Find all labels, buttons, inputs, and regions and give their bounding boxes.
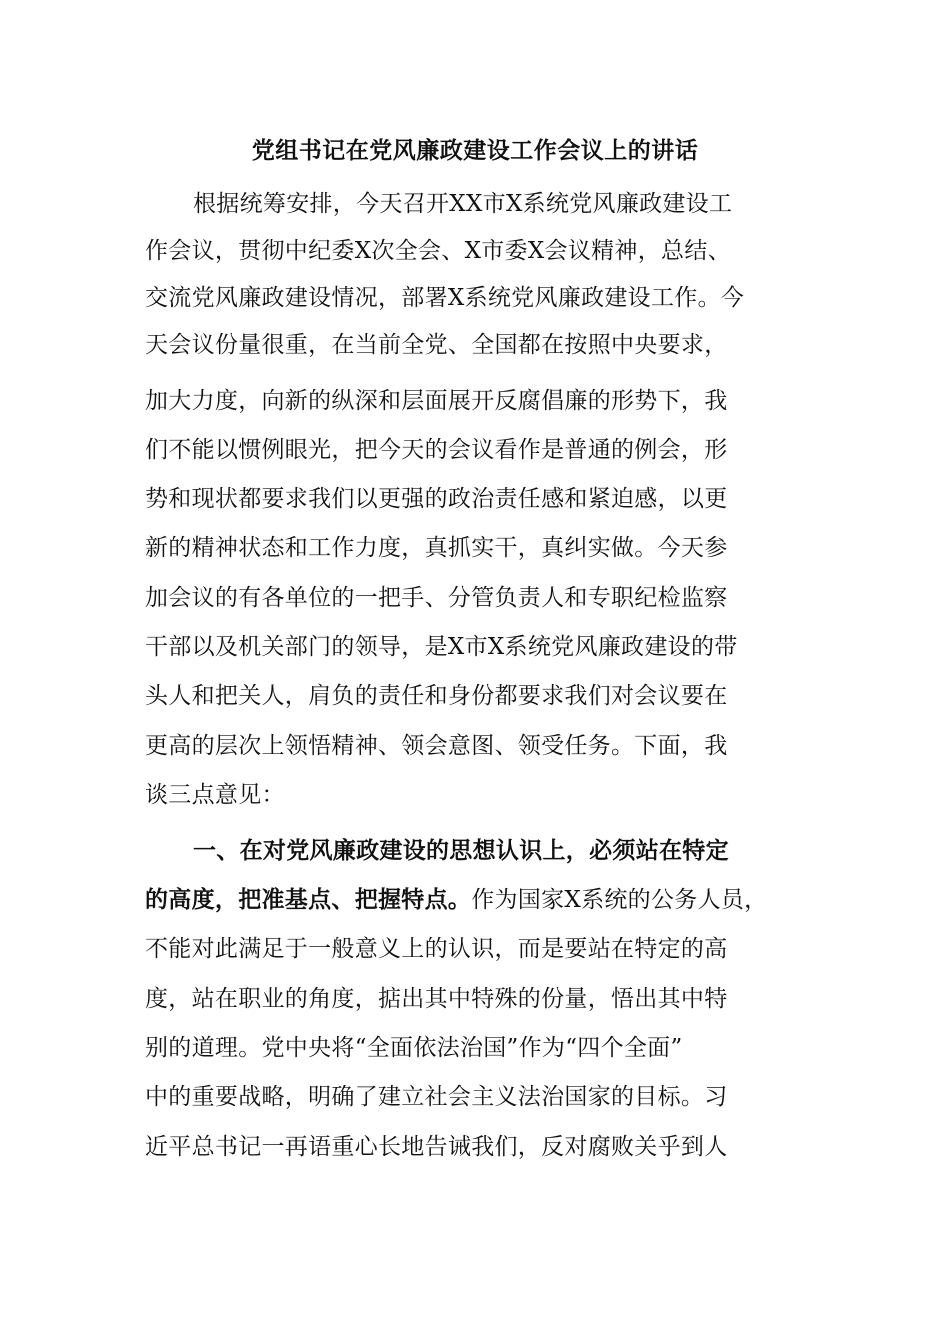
paragraph-line: 更高的层次上领悟精神、领会意图、领受任务。下面，我 [145,733,728,759]
paragraph-line: 干部以及机关部门的领导，是X市X系统党风廉政建设的带 [145,634,738,660]
paragraph-line: 谈三点意见： [145,782,285,808]
section-heading-line [145,880,767,920]
paragraph-line: 加大力度，向新的纵深和层面展开反腐倡廉的形势下，我 [145,388,728,414]
paragraph-line: 新的精神状态和工作力度，真抓实干，真纠实做。今天参 [145,535,728,561]
paragraph-line: 根据统筹安排，今天召开XX市X系统党风廉政建设工 [193,191,733,217]
paragraph-line: 不能对此满足于一般意义上的认识，而是要站在特定的高 [145,936,728,962]
paragraph-line: 们不能以惯例眼光，把今天的会议看作是普通的例会，形 [145,437,728,463]
paragraph-line: 近平总书记一再语重心长地告诫我们，反对腐败关乎到人 [145,1134,728,1160]
paragraph-line: 头人和把关人，肩负的责任和身份都要求我们对会议要在 [145,683,728,709]
paragraph-line: 度，站在职业的角度，掂出其中特殊的份量，悟出其中特 [145,986,728,1012]
section-heading: 一、在对党风廉政建设的思想认识上，必须站在特定 [193,837,729,864]
section-text: 作为国家X系统的公务人员， [471,887,768,913]
paragraph-line: 势和现状都要求我们以更强的政治责任感和紧迫感，以更 [145,486,728,512]
document-title: 党组书记在党风廉政建设工作会议上的讲话 [251,137,699,164]
section-heading-continuation: 的高度，把准基点、把握特点。 [145,886,472,913]
paragraph-line: 别的道理。党中央将“全面依法治国”作为“四个全面” [145,1035,683,1061]
paragraph-line: 作会议，贯彻中纪委X次全会、X市委X会议精神，总结、 [145,238,731,264]
paragraph-line: 中的重要战略，明确了建立社会主义法治国家的目标。习 [145,1084,728,1110]
paragraph-line: 加会议的有各单位的一把手、分管负责人和专职纪检监察 [145,585,728,611]
paragraph-line: 天会议份量很重，在当前全党、全国都在按照中央要求， [145,332,728,358]
paragraph-line: 交流党风廉政建设情况，部署X系统党风廉政建设工作。今 [145,285,745,311]
